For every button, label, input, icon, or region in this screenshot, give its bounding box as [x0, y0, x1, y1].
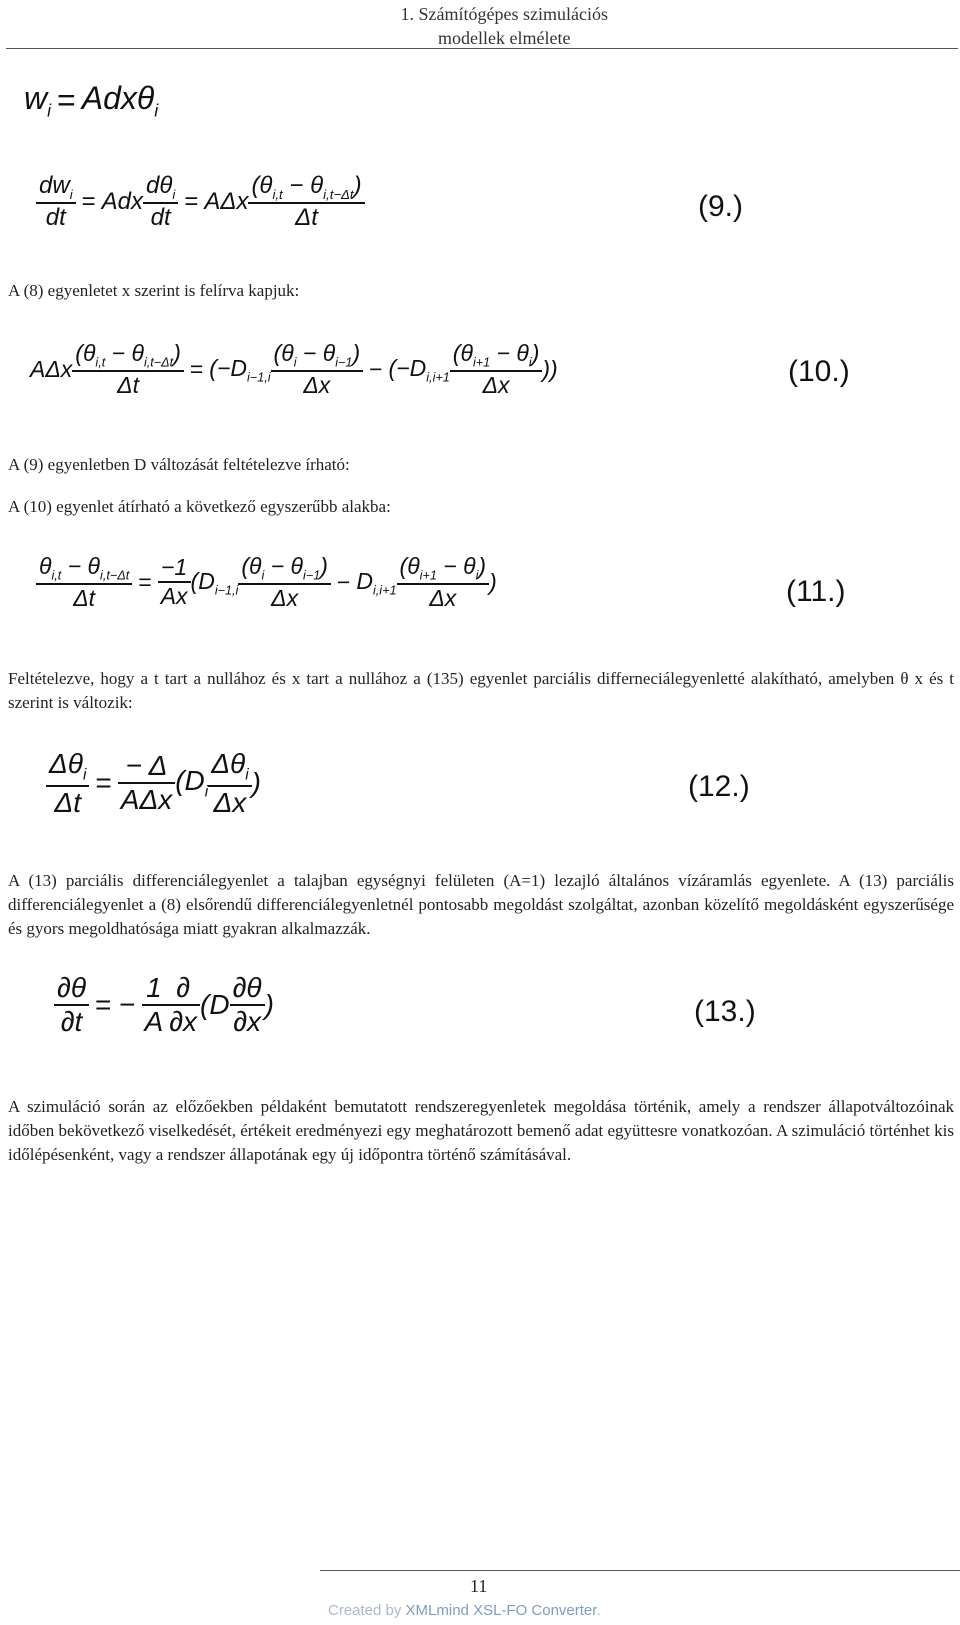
- paragraph-2: A (9) egyenletben D változását feltételezve írható:: [8, 455, 350, 474]
- equation-wi: $w_i$ = Adxθ$_i$: [24, 80, 159, 121]
- equation-9-number: (9.): [698, 190, 743, 223]
- equation-10-number: (10.): [788, 355, 850, 388]
- converter-link[interactable]: XMLmind XSL-FO Converter: [405, 1602, 597, 1619]
- page-number: 11: [470, 1576, 488, 1596]
- paragraph-6: A szimuláció során az előzőekben példaként bemutatott rendszeregyenletek megoldása történik, amely a rendszer állapotváltozóinak időben bekövetkező viselkedését, értékeit eredményezi egy meghatározott bemenő adat együttesre vonatkozóan. A szimuláció történhet kis időlépésenként, vagy a rendszer állapotának egy új időpontra történő számításával.: [8, 1097, 954, 1164]
- equation-13-number: (13.): [694, 995, 756, 1028]
- equation-12-number: (12.): [688, 770, 750, 803]
- equation-10: AΔx $\frac{(\theta_{i,t} - \theta_{i,t-\Delta t})}{\Delta t}$ = ($-D_{i-1,i}$ $\frac{(\theta_i - \theta_{i-1})}{\Delta x}$ − ($-D_{i,i+1}$ $\frac{(\theta_{i+1} - \theta_i)}{\Delta x}$ )): [30, 340, 558, 398]
- equation-12: $\frac{\Delta\theta_i}{\Delta t}$ = $\frac{- \Delta}{\text{AΔx}}$ ($D_i$ $\frac{\Delta\theta_i}{\Delta x}$ ): [46, 748, 261, 819]
- footer-divider: [320, 1570, 960, 1571]
- paragraph-5: A (13) parciális differenciálegyenlet a talajban egységnyi felületen (A=1) lezajló általános vízáramlás egyenlete. A (13) parciális differenciálegyenlet a (8) elsőrendű differenciálegyenletnél pontosabb megoldást szolgáltat, azonban közelítő megoldásként egyszerűsége és gyors megoldhatósága miatt gyakran alkalmazzák.: [8, 871, 954, 938]
- equation-11-number: (11.): [786, 575, 846, 608]
- paragraph-4: Feltételezve, hogy a t tart a nullához és x tart a nullához a (135) egyenlet parciális differneciálegyenletté alakítható, amelyben θ x és t szerint is változik:: [8, 669, 954, 712]
- credit-prefix: Created by: [328, 1602, 406, 1619]
- equation-13: $\frac{\partial\theta}{\partial t}$ = − $\frac{1}{A}$ $\frac{\partial}{\partial x}$ (D $\frac{\partial\theta}{\partial x}$ ): [54, 972, 274, 1038]
- credit-suffix: .: [596, 1602, 601, 1619]
- chapter-title: [401, 2, 608, 50]
- page-header: [6, 0, 958, 49]
- paragraph-3: A (10) egyenlet átírható a következő egyszerűbb alakba:: [8, 497, 391, 516]
- equation-9: $\frac{dw_i}{dt}$ = Adx $\frac{d\theta_i}{dt}$ = AΔx $\frac{(\theta_{i,t} - \theta_{i,t-\Delta t})}{\Delta t}$: [36, 172, 365, 232]
- chapter-title-line2: modellek elmélete: [438, 28, 571, 48]
- chapter-title-line1: 1. Számítógépes szimulációs: [400, 4, 608, 24]
- converter-credit: [328, 1602, 601, 1619]
- equation-11: $\frac{\theta_{i,t} - \theta_{i,t-\Delta t}}{\Delta t}$ = $\frac{-1}{Ax}$ ($D_{i-1,i}$ $\frac{(\theta_i - \theta_{i-1})}{\Delta x}$ − $D_{i,i+1}$ $\frac{(\theta_{i+1} - \theta_i)}{\Delta x}$ ): [36, 553, 497, 612]
- paragraph-1: A (8) egyenletet x szerint is felírva kapjuk:: [8, 281, 300, 300]
